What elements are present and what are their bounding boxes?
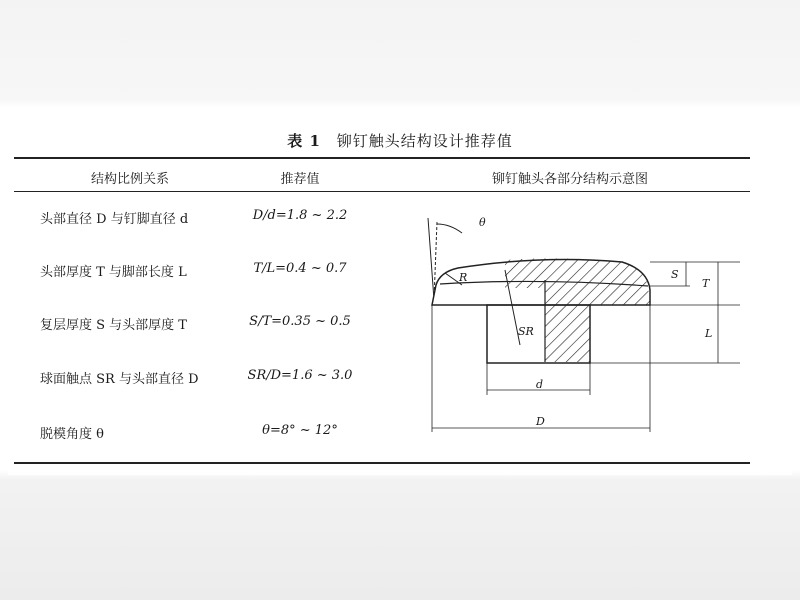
label-sr: SR [518,325,534,338]
top-rule [14,157,750,159]
row-relation: 复层厚度 S 与头部厚度 T [40,318,187,333]
label-r: R [459,271,468,284]
row-value: SR/D=1.6 ~ 3.0 [247,368,353,383]
rivet-contact-diagram [405,200,755,450]
row-value: D/d=1.8 ~ 2.2 [252,208,348,223]
label-s: S [671,268,679,281]
label-theta: θ [479,216,486,229]
label-d-large: D [536,415,545,428]
table-number: 表 1 [287,132,321,150]
label-l: L [705,327,713,340]
row-value: T/L=0.4 ~ 0.7 [253,261,347,276]
column-header-value: 推荐值 [280,172,320,187]
row-relation: 脱模角度 θ [40,427,104,442]
label-t: T [702,277,710,290]
column-header-diagram: 铆钉触头各部分结构示意图 [491,172,648,187]
row-relation: 头部直径 D 与钉脚直径 d [40,212,189,227]
bottom-rule [14,462,750,464]
table-title [0,130,800,151]
row-value: θ=8° ~ 12° [262,423,338,438]
table-title-text: 铆钉触头结构设计推荐值 [336,132,513,150]
label-d-small: d [536,378,544,391]
column-header-relation: 结构比例关系 [90,172,169,187]
row-relation: 头部厚度 T 与脚部长度 L [40,265,187,280]
theta-arc [437,224,462,233]
row-value: S/T=0.35 ~ 0.5 [249,314,351,329]
draft-angle-line [428,218,434,300]
core-hatch [545,280,650,362]
header-rule [14,191,750,192]
row-relation: 球面触点 SR 与头部直径 D [40,372,199,387]
